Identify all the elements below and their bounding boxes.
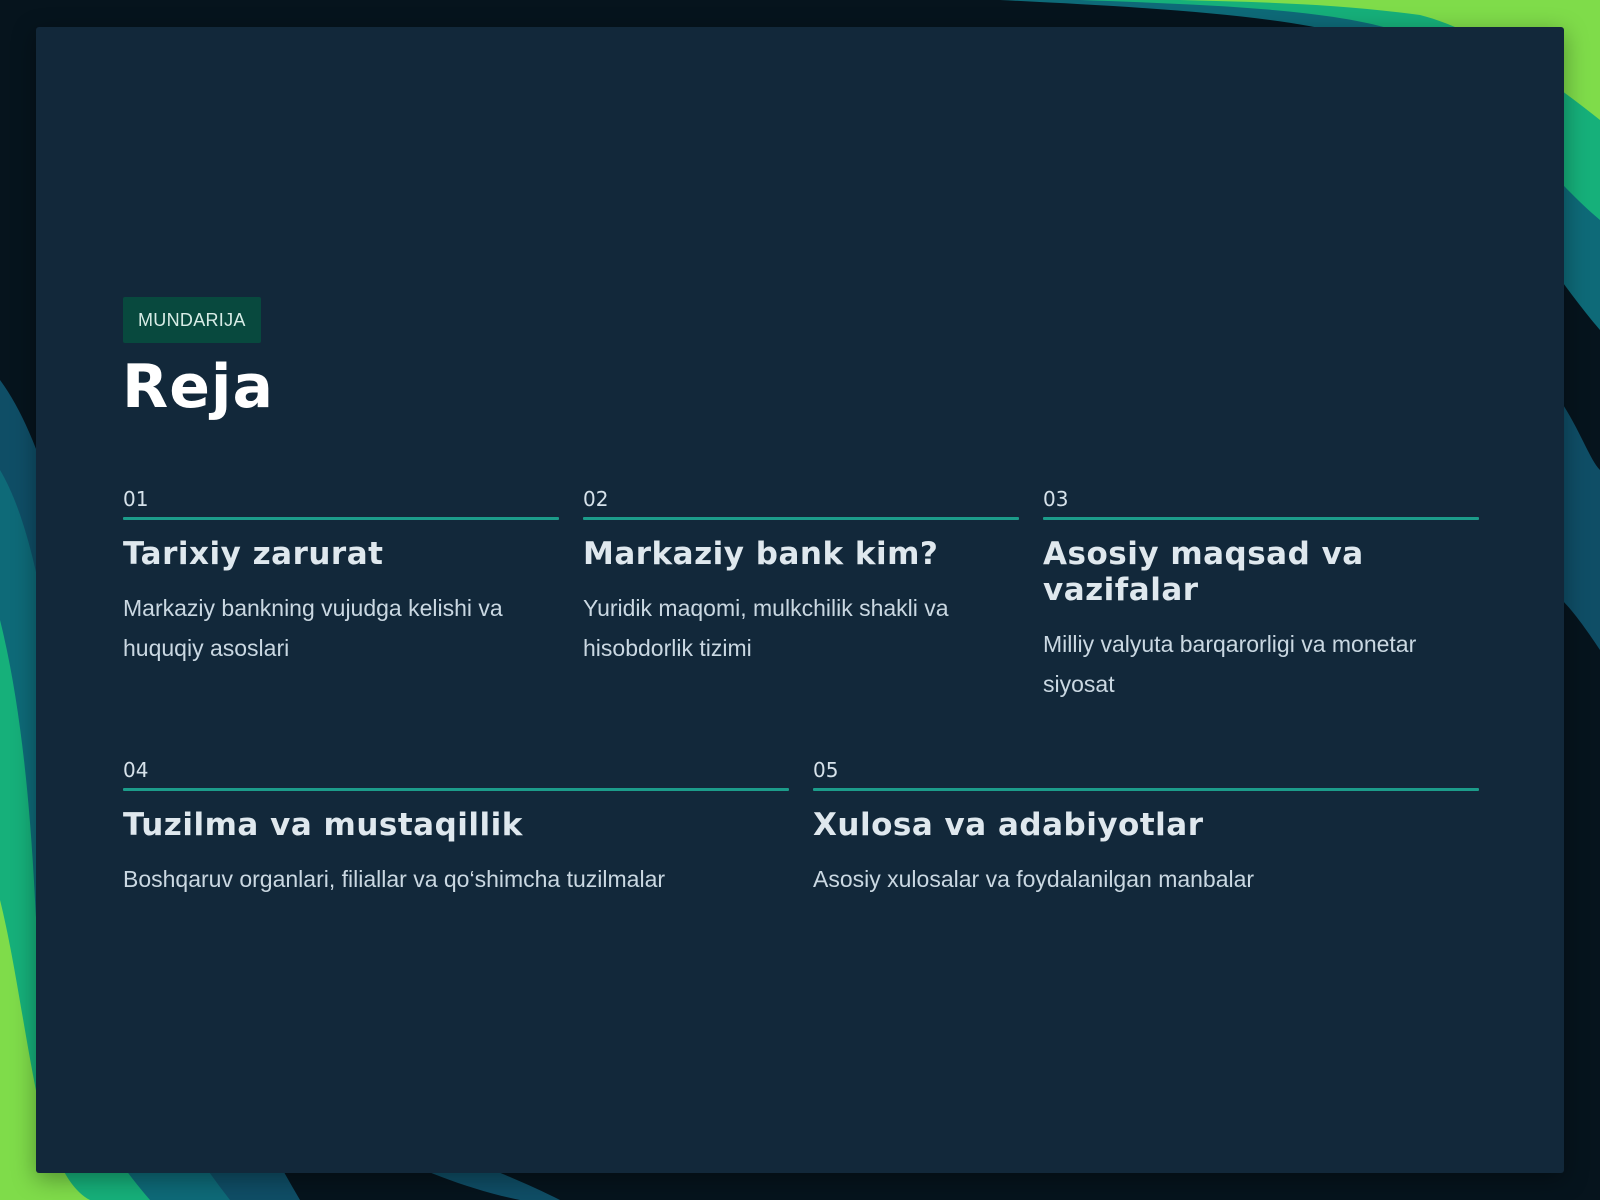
agenda-item-title: Tarixiy zarurat [123, 536, 384, 572]
agenda-divider [813, 788, 1479, 791]
agenda-item-description: Boshqaruv organlari, filiallar va qo‘shimcha tuzilmalar [123, 866, 666, 892]
agenda-item-number: 03 [1043, 487, 1069, 511]
section-tag: MUNDARIJA [123, 297, 261, 343]
agenda-item-2 [583, 487, 1019, 668]
agenda-item-number: 02 [583, 487, 609, 511]
agenda-item-title: Asosiy maqsad va vazifalar [1043, 536, 1364, 608]
agenda-item-description: Asosiy xulosalar va foydalanilgan manbalar [813, 866, 1255, 892]
agenda-divider [123, 517, 559, 520]
slide-card [36, 27, 1564, 1173]
agenda-item-number: 04 [123, 758, 149, 782]
agenda-item-number: 01 [123, 487, 149, 511]
agenda-divider [1043, 517, 1479, 520]
agenda-item-title: Markaziy bank kim? [583, 536, 939, 572]
agenda-item-5 [813, 758, 1479, 899]
agenda-item-1 [123, 487, 559, 668]
agenda-item-4 [123, 758, 789, 899]
agenda-item-description: Yuridik maqomi, mulkchilik shakli va hisobdorlik tizimi [583, 595, 949, 661]
agenda-item-3 [1043, 487, 1479, 704]
agenda-item-title: Tuzilma va mustaqillik [123, 807, 523, 843]
agenda-item-description: Markaziy bankning vujudga kelishi va huquqiy asoslari [123, 595, 503, 661]
agenda-divider [583, 517, 1019, 520]
agenda-item-description: Milliy valyuta barqarorligi va monetar siyosat [1043, 631, 1417, 697]
agenda-item-number: 05 [813, 758, 839, 782]
page-title: Reja [122, 352, 274, 422]
agenda-divider [123, 788, 789, 791]
agenda-item-title: Xulosa va adabiyotlar [813, 807, 1204, 843]
